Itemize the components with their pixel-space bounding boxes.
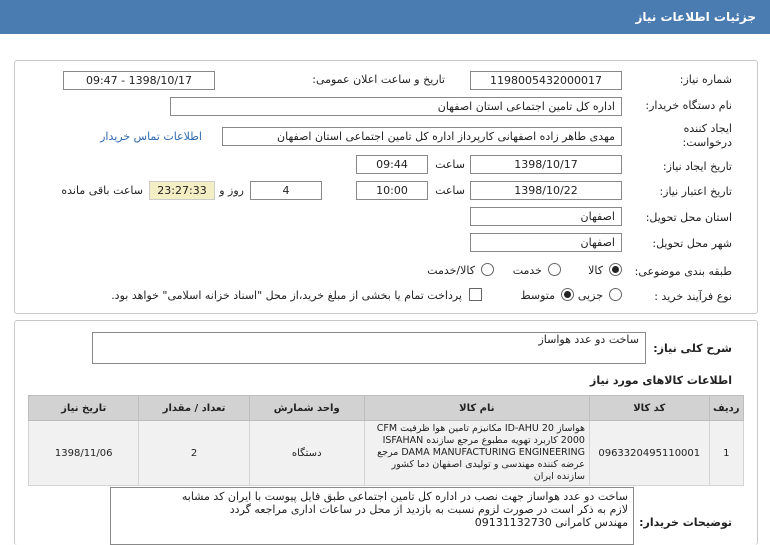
process-label: نوع فرآیند خرید :: [654, 290, 732, 303]
buyer-contact-link[interactable]: اطلاعات تماس خریدار: [100, 130, 202, 143]
col-date: تاریخ نیاز: [29, 396, 139, 421]
announce-label: تاریخ و ساعت اعلان عمومی:: [312, 73, 445, 86]
table-row: [29, 421, 744, 486]
create-time-field: 09:44: [356, 155, 428, 174]
create-date-field: 1398/10/17: [470, 155, 622, 174]
category-option-service: خدمت: [512, 264, 542, 277]
process-option-medium: متوسط: [520, 289, 555, 302]
category-label: طبقه بندی موضوعی:: [634, 265, 732, 278]
category-option-goods: کالا: [588, 264, 603, 277]
validity-time-label: ساعت: [435, 184, 465, 197]
create-date-label: تاریخ ایجاد نیاز:: [662, 160, 732, 173]
buyer-notes-line3: مهندس کامرانی 09131132730: [474, 516, 628, 529]
buyer-notes-label: توضیحات خریدار:: [639, 516, 732, 529]
validity-label: تاریخ اعتبار نیاز:: [659, 185, 732, 198]
validity-time-field: 10:00: [356, 181, 428, 200]
buyer-field: اداره کل تامین اجتماعی استان اصفهان: [170, 97, 622, 116]
need-number-field: 1198005432000017: [470, 71, 622, 90]
create-time-label: ساعت: [435, 158, 465, 171]
buyer-notes-field: [110, 487, 634, 545]
creator-label-line1: ایجاد کننده: [683, 122, 732, 135]
row-code: 0963320495110001: [589, 421, 709, 486]
items-table: [28, 395, 744, 486]
validity-date-field: 1398/10/22: [470, 181, 622, 200]
need-number-label: شماره نیاز:: [679, 73, 732, 86]
row-date: 1398/11/06: [29, 421, 139, 486]
category-radio-goods[interactable]: [609, 263, 622, 276]
summary-label: شرح کلی نیاز:: [653, 342, 732, 355]
summary-field: ساخت دو عدد هواساز: [92, 332, 646, 364]
col-name: نام کالا: [364, 396, 589, 421]
row-qty: 2: [139, 421, 249, 486]
treasury-payment-checkbox[interactable]: [469, 288, 482, 301]
page-title: جزئیات اطلاعات نیاز: [0, 0, 770, 34]
row-unit: دستگاه: [249, 421, 364, 486]
category-radio-service[interactable]: [548, 263, 561, 276]
col-index: ردیف: [709, 396, 743, 421]
col-unit: واحد شمارش: [249, 396, 364, 421]
buyer-label: نام دستگاه خریدار:: [645, 99, 732, 112]
city-label: شهر محل تحویل:: [652, 237, 732, 250]
category-radio-goods-service[interactable]: [481, 263, 494, 276]
creator-label-line2: درخواست:: [682, 136, 732, 149]
process-radio-minor[interactable]: [609, 288, 622, 301]
items-section-title: اطلاعات کالاهای مورد نیاز: [590, 374, 732, 387]
remaining-time-display: 23:27:33: [149, 181, 215, 200]
remaining-label: ساعت باقی مانده: [61, 184, 143, 197]
process-radio-medium[interactable]: [561, 288, 574, 301]
creator-field: مهدی طاهر زاده اصفهانی کارپرداز اداره کل تامین اجتماعی استان اصفهان: [222, 127, 622, 146]
col-code: کد کالا: [589, 396, 709, 421]
items-table-header: [29, 396, 744, 421]
process-option-minor: جزیی: [577, 289, 603, 302]
category-option-goods-service: کالا/خدمت: [427, 264, 475, 277]
col-qty: تعداد / مقدار: [139, 396, 249, 421]
row-index: 1: [709, 421, 743, 486]
row-name: هواساز 20 ID-AHU مکانیزم تامین هوا ظرفیت CFM 2000 کاربرد تهویه مطبوع مرجع سازنده ISFAHAN DAMA MANUFACTURING ENGINEERING مرجع عرضه کننده مهندسی و تولیدی اصفهان دما کشور سازنده ایران: [364, 421, 589, 486]
announce-field: 1398/10/17 - 09:47: [63, 71, 215, 90]
buyer-notes-line1: ساخت دو عدد هواساز جهت نصب در اداره کل تامین اجتماعی طبق فایل پیوست با ایران کد مشابه: [181, 490, 628, 503]
province-field: اصفهان: [470, 207, 622, 226]
buyer-notes-line2: لازم به ذکر است در صورت لزوم نسبت به بازدید از محل در ساعات اداری مراجعه گردد: [229, 503, 628, 516]
city-field: اصفهان: [470, 233, 622, 252]
days-field: 4: [250, 181, 322, 200]
days-label: روز و: [219, 184, 244, 197]
province-label: استان محل تحویل:: [645, 211, 732, 224]
treasury-payment-note: پرداخت تمام یا بخشی از مبلغ خرید،از محل "اسناد خزانه اسلامی" خواهد بود.: [111, 289, 462, 302]
